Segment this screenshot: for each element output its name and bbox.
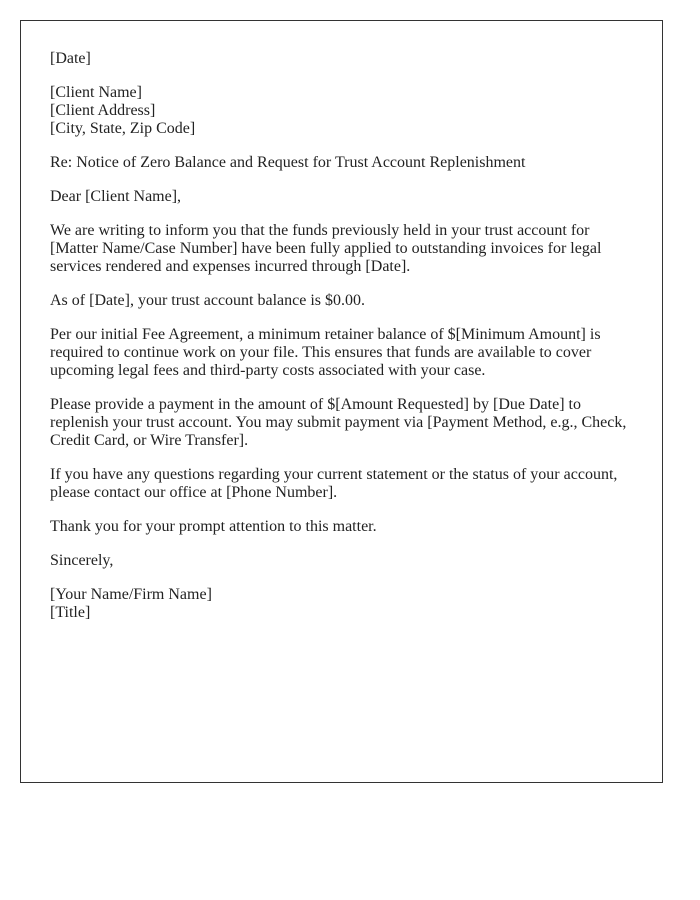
signature-title: [Title] [50, 604, 91, 621]
recipient-city-state-zip: [City, State, Zip Code] [50, 120, 196, 137]
body-paragraph: If you have any questions regarding your current statement or the status of your account, please contact our office at [Phone Number]. [50, 466, 618, 501]
signature-block [50, 586, 633, 622]
body-paragraph: Please provide a payment in the amount of $[Amount Requested] by [Due Date] to replenish your trust account. You may submit payment via [Payment Method, e.g., Check, Credit Card, or Wire Transfer]. [50, 396, 627, 449]
body-paragraph: Per our initial Fee Agreement, a minimum retainer balance of $[Minimum Amount] is required to continue work on your file. This ensures that funds are available to cover upcoming legal fees and third-party costs associated with your case. [50, 326, 601, 379]
letter-date: [Date] [50, 50, 91, 67]
recipient-address: [Client Address] [50, 102, 156, 119]
closing: Sincerely, [50, 552, 114, 569]
body-paragraph: Thank you for your prompt attention to this matter. [50, 518, 377, 535]
recipient-name: [Client Name] [50, 84, 142, 101]
recipient-block [50, 84, 633, 138]
body-paragraph: As of [Date], your trust account balance is $0.00. [50, 292, 366, 309]
body-paragraph: We are writing to inform you that the funds previously held in your trust account for [Matter Name/Case Number] have been fully applied to outstanding invoices for legal services rendered and expenses incurred through [Date]. [50, 222, 602, 275]
letter-page [20, 20, 663, 783]
signature-name: [Your Name/Firm Name] [50, 586, 212, 603]
subject-line: Re: Notice of Zero Balance and Request for Trust Account Replenishment [50, 154, 526, 171]
salutation: Dear [Client Name], [50, 188, 182, 205]
